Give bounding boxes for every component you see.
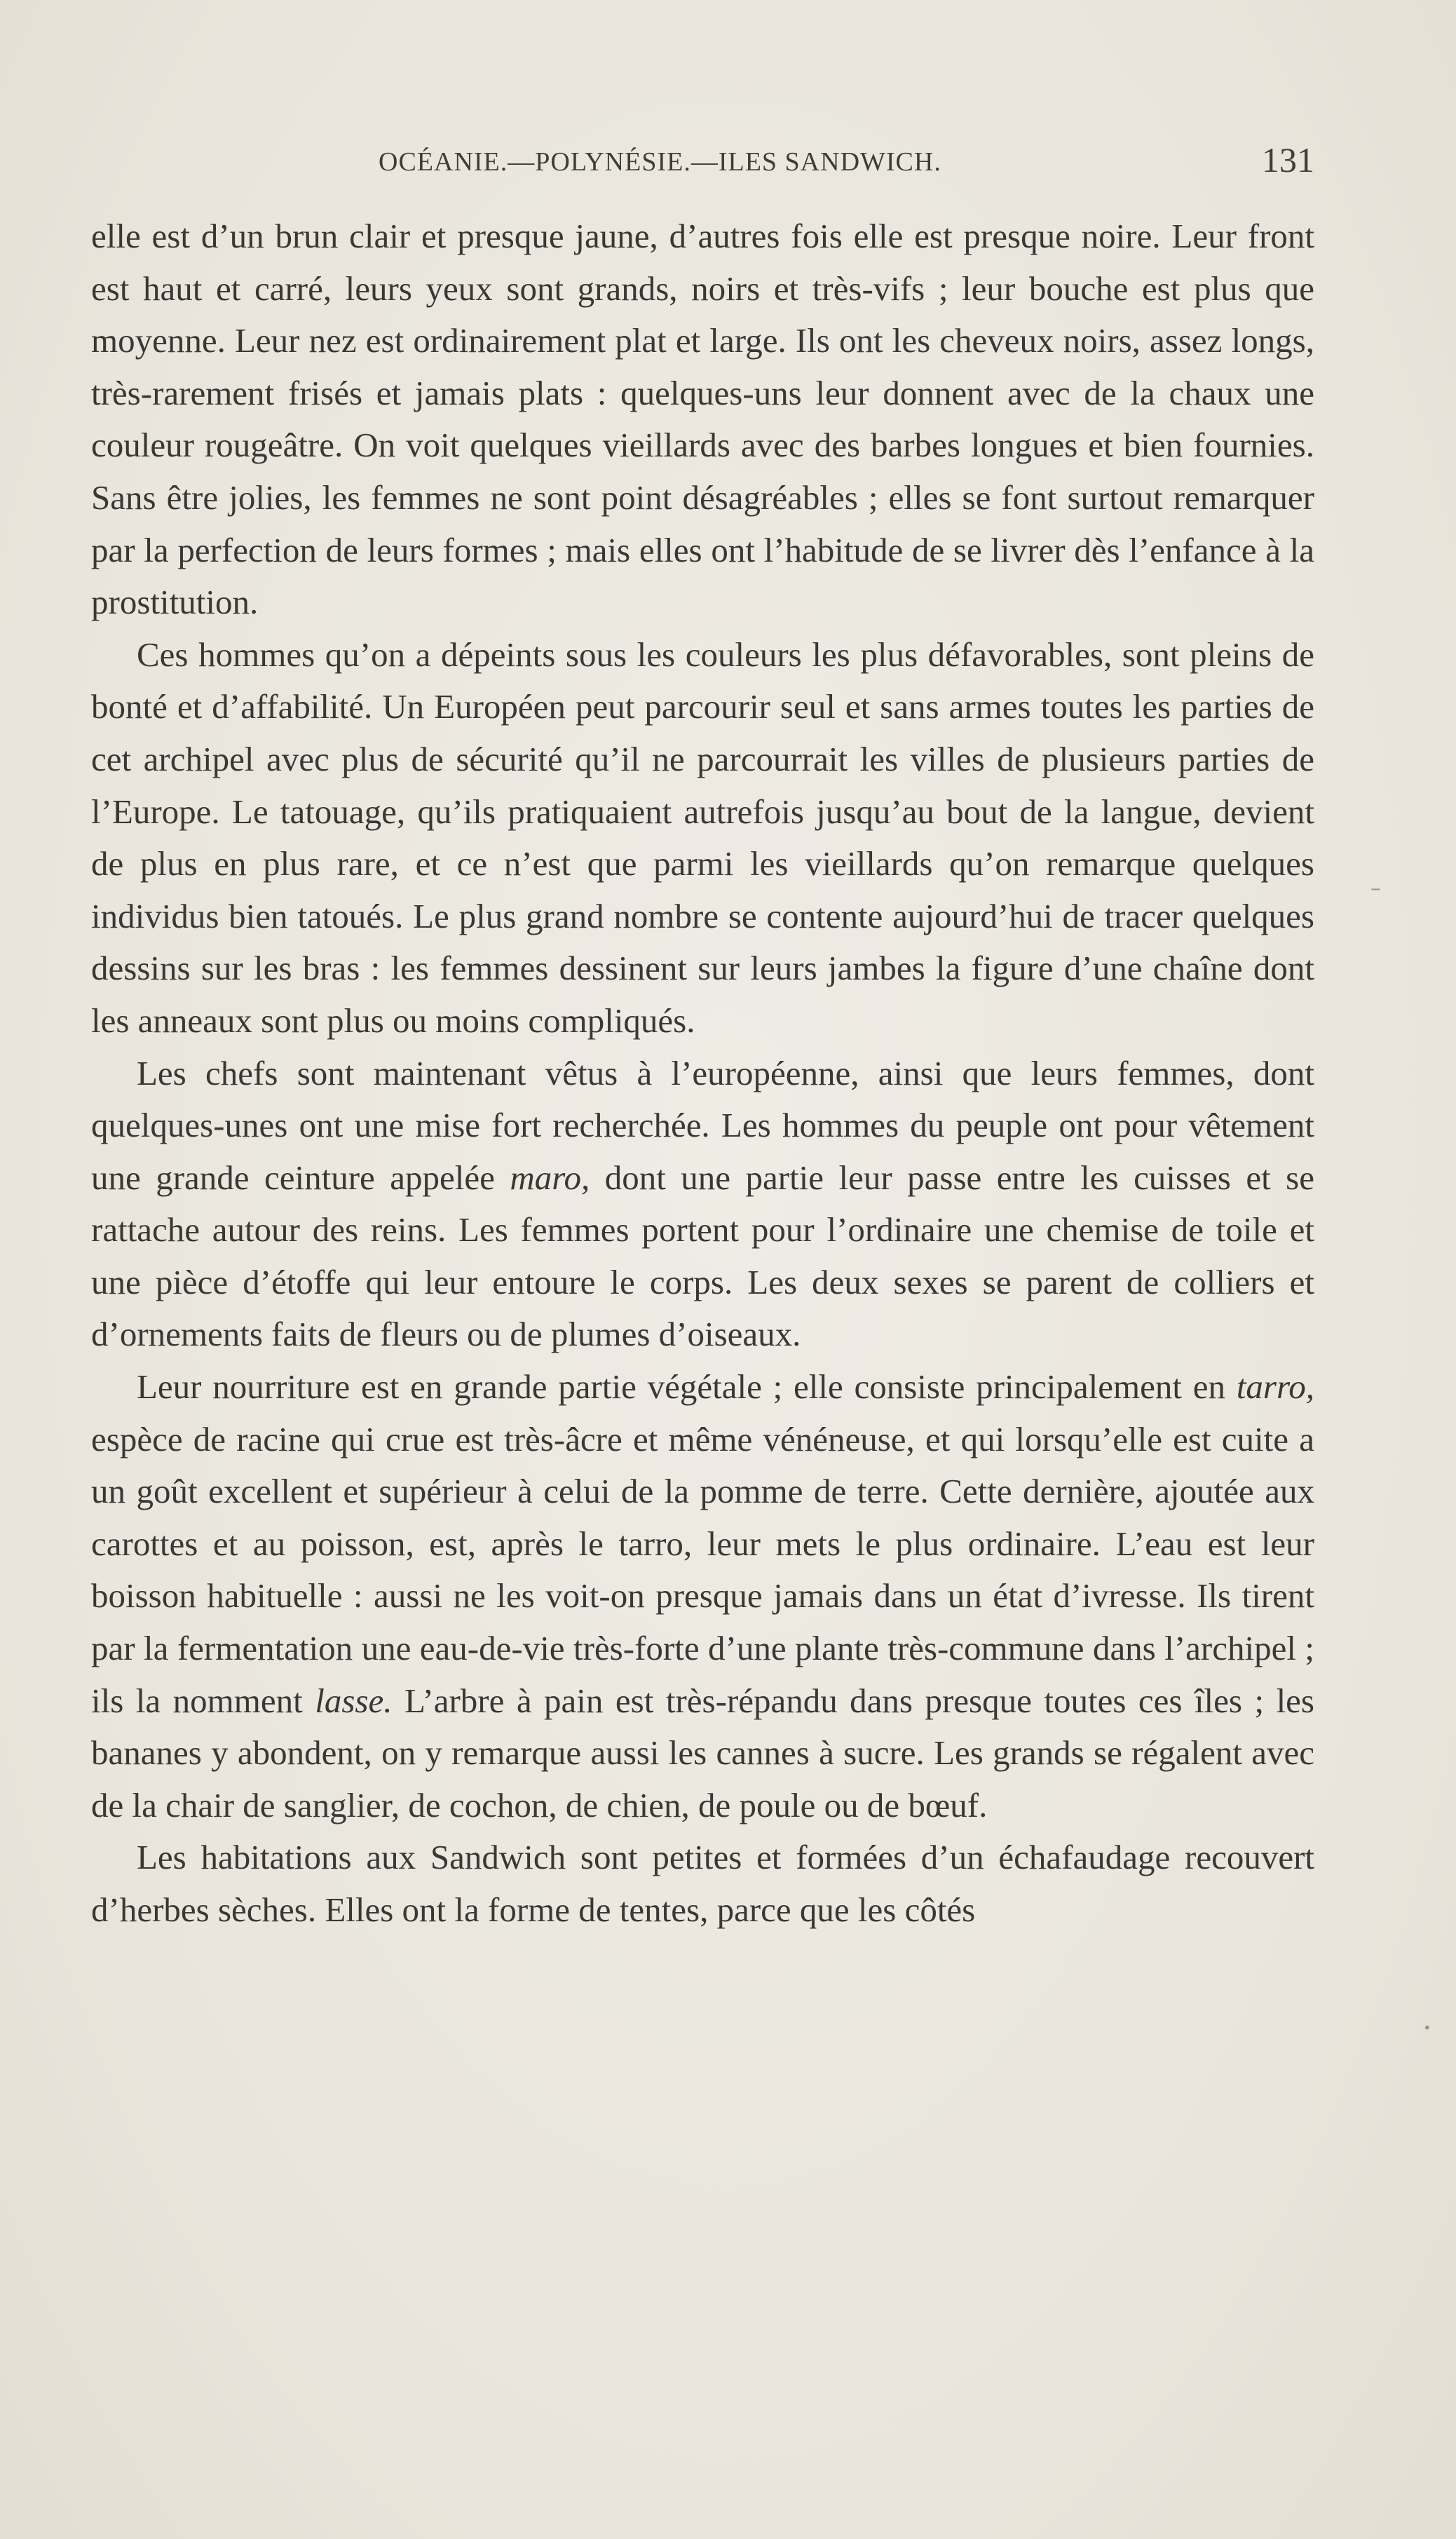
paragraph: [91, 210, 1314, 629]
text-run: elle est d’un brun clair et presque jaune, d’autres fois elle est presque noire. Leur front est haut et carré, leurs yeux sont grands, noirs et très-vifs ; leur bouche est plus que moyenne. Leur nez est ordinairement plat et large. Ils ont les cheveux noirs, assez longs, très-rarement frisés et jamais plats : quelques-uns leur donnent avec de la chaux une couleur rougeâtre. On voit quelques vieillards avec des barbes longues et bien fournies. Sans être jolies, les femmes ne sont point désagréables ; elles se font surtout remarquer par la perfection de leurs formes ; mais elles ont l’habitude de se livrer dès l’enfance à la prostitution.: [91, 217, 1314, 622]
text-run: dont une partie leur passe entre les cuisses et se rattache autour des reins. Les femmes portent pour l’ordinaire une chemise de toile et une pièce d’étoffe qui leur entoure le corps. Les deux sexes se parent de colliers et d’ornements faits de fleurs ou de plumes d’oiseaux.: [91, 1158, 1314, 1354]
page-number: 131: [1262, 140, 1314, 180]
text-run: Les habitations aux Sandwich sont petites et formées d’un échafaudage recouvert d’herbes sèches. Elles ont la forme de tentes, parce que les côtés: [91, 1838, 1314, 1929]
margin-mark: •: [1423, 2019, 1431, 2036]
italic-term: tarro,: [1236, 1367, 1314, 1407]
italic-term: maro,: [510, 1158, 590, 1197]
text-run: Ces hommes qu’on a dépeints sous les couleurs les plus défavorables, sont pleins de bonté et d’affabilité. Un Européen peut parcourir seul et sans armes toutes les parties de cet archipel avec plus de sécurité qu’il ne parcourrait les villes de plusieurs parties de l’Europe. Le tatouage, qu’ils pratiquaient autrefois jusqu’au bout de la langue, devient de plus en plus rare, et ce n’est que parmi les vieillards qu’on remarque quelques individus bien tatoués. Le plus grand nombre se contente aujourd’hui de tracer quelques dessins sur les bras : les femmes dessinent sur leurs jambes la figure d’une chaîne dont les anneaux sont plus ou moins compliqués.: [91, 635, 1314, 1040]
paragraph: [91, 629, 1314, 1048]
margin-mark: –: [1370, 876, 1381, 901]
page-header: [91, 137, 1314, 186]
text-run: Les chefs sont maintenant vêtus à l’européenne, ainsi que leurs femmes, dont quelques-unes ont une mise fort recherchée. Les hommes du peuple ont pour vêtement une grande ceinture appelée: [91, 1053, 1314, 1197]
text-run: Leur nourriture est en grande partie végétale ; elle consiste principalement en: [137, 1367, 1237, 1407]
paragraph: [91, 1048, 1314, 1362]
italic-term: lasse.: [315, 1681, 393, 1720]
text-run: espèce de racine qui crue est très-âcre et même vénéneuse, et qui lorsqu’elle est cuite a un goût excellent et supérieur à celui de la pomme de terre. Cette dernière, ajoutée aux carottes et au poisson, est, après le tarro, leur mets le plus ordinaire. L’eau est leur boisson habituelle : aussi ne les voit-on presque jamais dans un état d’ivresse. Ils tirent par la fermentation une eau-de-vie très-forte d’une plante très-commune dans l’archipel ; ils la nomment: [91, 1419, 1314, 1720]
body-text: [91, 210, 1314, 1937]
running-head: OCÉANIE.—POLYNÉSIE.—ILES SANDWICH.: [379, 147, 941, 177]
paragraph: [91, 1832, 1314, 1936]
paragraph: [91, 1361, 1314, 1832]
text-run: L’arbre à pain est très-répandu dans presque toutes ces îles ; les bananes y abondent, on y remarque aussi les cannes à sucre. Les grands se régalent avec de la chair de sanglier, de cochon, de chien, de poule ou de bœuf.: [91, 1681, 1314, 1824]
